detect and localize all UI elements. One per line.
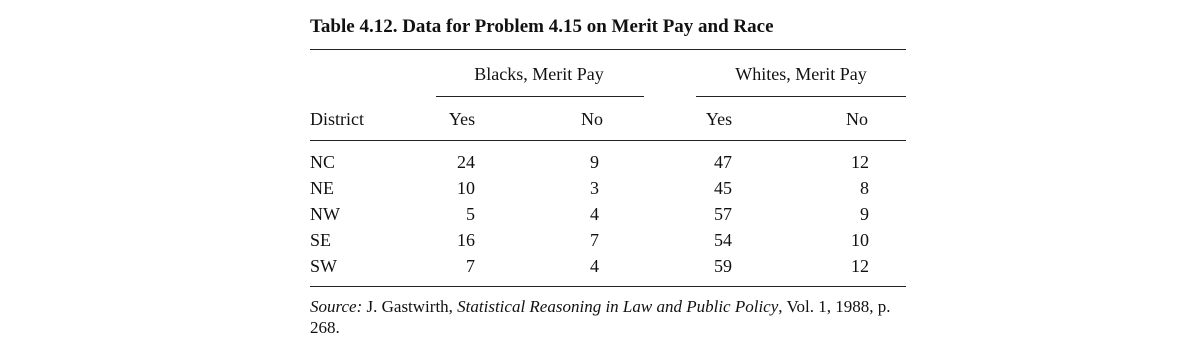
table-cell: 47 (714, 152, 732, 172)
table-cell: 57 (714, 204, 732, 224)
bottom-rule (310, 286, 906, 287)
source-note (310, 296, 910, 338)
table-cell: 9 (860, 204, 869, 224)
table-row-district: SW (310, 256, 337, 276)
table-cell: 7 (590, 230, 599, 250)
document (310, 0, 910, 359)
table-cell: 4 (590, 256, 599, 276)
column-header-district: District (310, 109, 364, 129)
group-header-blacks: Blacks, Merit Pay (474, 64, 604, 84)
table-cell: 16 (457, 230, 475, 250)
source-work-title: Statistical Reasoning in Law and Public Policy (457, 297, 779, 316)
table-cell: 4 (590, 204, 599, 224)
table-cell: 10 (851, 230, 869, 250)
table-cell: 7 (466, 256, 475, 276)
source-label: Source: (310, 297, 363, 316)
source-details: , Vol. 1, 1988, p. 268. (310, 297, 891, 337)
table-cell: 12 (851, 256, 869, 276)
table-cell: 59 (714, 256, 732, 276)
table-cell: 10 (457, 178, 475, 198)
header-rule (310, 140, 906, 141)
column-header-whites-yes: Yes (705, 109, 733, 129)
table-cell: 5 (466, 204, 475, 224)
top-rule (310, 49, 906, 50)
group-rule-blacks (436, 96, 644, 97)
table-row-district: NE (310, 178, 334, 198)
column-header-whites-no: No (846, 109, 868, 129)
column-header-blacks-yes: Yes (448, 109, 476, 129)
table-cell: 9 (590, 152, 599, 172)
table-cell: 12 (851, 152, 869, 172)
table-cell: 3 (590, 178, 599, 198)
table-row-district: NC (310, 152, 336, 172)
table-cell: 8 (860, 178, 869, 198)
table-row-district: SE (310, 230, 332, 250)
group-header-whites: Whites, Merit Pay (735, 64, 867, 84)
table-cell: 24 (457, 152, 475, 172)
column-header-blacks-no: No (581, 109, 603, 129)
table-title: Table 4.12. Data for Problem 4.15 on Merit Pay and Race (310, 16, 774, 37)
group-rule-whites (696, 96, 906, 97)
table-cell: 45 (714, 178, 732, 198)
table-row-district: NW (310, 204, 340, 224)
table-cell: 54 (714, 230, 732, 250)
source-author: J. Gastwirth, (362, 297, 458, 316)
